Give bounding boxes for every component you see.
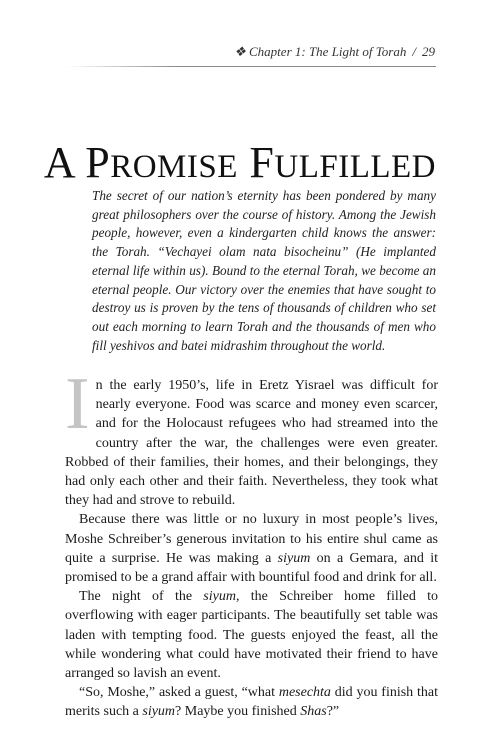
page-number: 29 [422, 44, 435, 59]
ornament-icon: ❖ [234, 44, 246, 59]
paragraph-3: The night of the siyum, the Schreiber home filled to overflowing with eager participants. The beautifully set table was laden with tempting food. The guests enjoyed the feast, all the while wondering what could have motivated their friend to have arranged so lavish an event. [65, 589, 438, 682]
paragraph-1 [65, 363, 438, 510]
intro-epigraph [92, 187, 436, 355]
title-word-1: A [43, 138, 74, 188]
chapter-label: Chapter 1: The Light of Torah [249, 44, 407, 59]
title-word-3: FULFILLED [249, 138, 436, 188]
paragraph-1-text: n the early 1950’s, life in Eretz Yisrael was difficult for nearly everyone. Food was scarce and money even scarcer, and for the Holocaust refugees who had streamed into the country after the war, the challenges were even greater. Robbed of their families, their homes, and their belongings, they had only each other and their faith. Nevertheless, they took what they had and strove to rebuild. [65, 378, 438, 509]
paragraph-4: “So, Moshe,” asked a guest, “what mesechta did you finish that merits such a siyum? Maybe you finished Shas?” [65, 685, 438, 720]
drop-cap: I [65, 363, 90, 445]
header-separator: / [412, 44, 416, 59]
paragraph-2: Because there was little or no luxury in most people’s lives, Moshe Schreiber’s generous invitation to his entire shul came as quite a surprise. He was making a siyum on a Gemara, and it promised to be a grand affair with bountiful food and drink for all. [65, 512, 438, 586]
header-rule [66, 66, 436, 67]
chapter-title [0, 137, 436, 188]
intro-text: The secret of our nation’s eternity has been pondered by many great philosophers over the course of history. Among the Jewish people, however, even a kindergarten child knows the answer: the Torah. “Vechayei olam nata bisocheinu” (He implanted eternal life within us). Bound to the eternal Torah, we become an eternal people. Our victory over the enemies that have sought to destroy us is proven by the tens of thousands of children who set out each morning to learn Torah and the thousands of men who fill yeshivos and batei midrashim throughout the world. [92, 188, 436, 353]
body-text [65, 363, 438, 722]
title-word-2: PROMISE [85, 138, 238, 188]
running-header [0, 44, 435, 60]
